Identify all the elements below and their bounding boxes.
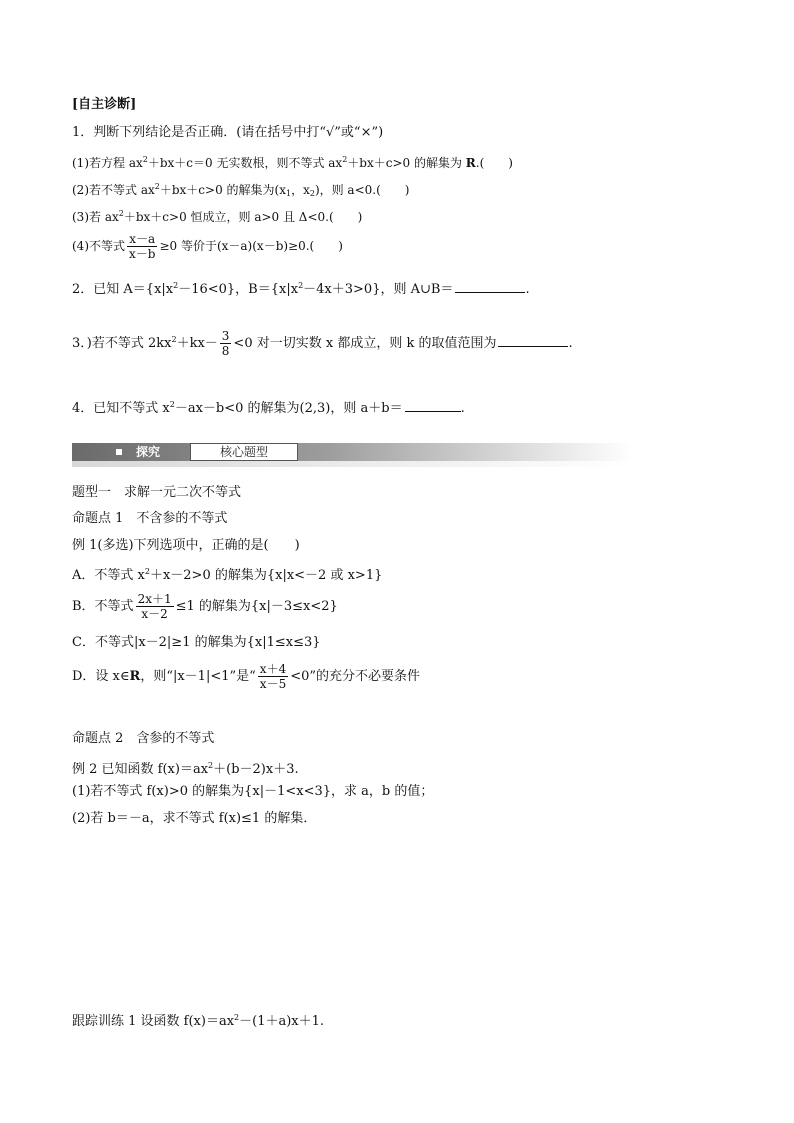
tracking-exercise: 跟踪训练 1 设函数 $f(x)=ax^2-(1+a)x+1$. xyxy=(72,1013,325,1029)
example-2-part-2: (2)若 b＝－a，求不等式 f(x)≤1 的解集． xyxy=(72,811,317,826)
square-bullet-icon xyxy=(116,449,122,455)
type-heading: 题型一 求解一元二次不等式 xyxy=(72,485,242,500)
example-2: 例 2 已知函数 $f(x)=ax^2+(b-2)x+3$. xyxy=(72,761,299,777)
banner-tag-core: 核心题型 xyxy=(190,443,298,461)
question-3: 3．)若不等式 $2kx^2+kx-$ $\frac{3}{8}$ <0 对一切实数 x 都成立，则 k 的取值范围为 . xyxy=(72,329,573,358)
question-1-item-4: (4)不等式 $\frac{x-a}{x-b}$ ≥0 等价于(x－a)(x－b)≥0.( ) xyxy=(72,232,343,261)
example-1: 例 1(多选)下列选项中，正确的是( ) xyxy=(72,538,300,553)
question-4: 4．已知不等式 $x^2-ax-b<0$ 的解集为(2,3)，则 a＋b＝ . xyxy=(72,400,465,416)
option-c: C．不等式|x－2|≥1 的解集为{x|1≤x≤3} xyxy=(72,635,321,650)
fraction: $\frac{x+4}{x-5}$ xyxy=(259,662,287,691)
option-b: B．不等式 $\frac{2x+1}{x-2}$ ≤1 的解集为{x|－3≤x<2} xyxy=(72,592,338,621)
point-1-heading: 命题点 1 不含参的不等式 xyxy=(72,511,228,526)
question-1-item-3: (3)若 $ax^2+bx+c>0$ 恒成立，则 a>0 且 Δ<0.( ) xyxy=(72,209,363,224)
banner-tag-explore: 探究 xyxy=(72,443,188,461)
section-header: [自主诊断] xyxy=(72,97,137,112)
option-d: D．设 x∈R，则“|x－1|<1”是“ $\frac{x+4}{x-5}$ <0”的充分不必要条件 xyxy=(72,662,421,691)
fraction: $\frac{x-a}{x-b}$ xyxy=(129,232,156,261)
question-1-item-2: (2)若不等式 $ax^2+bx+c>0$ 的解集为($x_1$，$x_2$)，则 a<0.( ) xyxy=(72,182,410,198)
point-2-heading: 命题点 2 含参的不等式 xyxy=(72,731,215,746)
example-2-part-1: (1)若不等式 f(x)>0 的解集为{x|－1<x<3}，求 a，b 的值； xyxy=(72,784,434,799)
answer-blank[interactable] xyxy=(455,280,525,293)
question-1-item-1: (1)若方程 $ax^2+bx+c=0$ 无实数根，则不等式 $ax^2+bx+c>0$ 的解集为 R.( ) xyxy=(72,155,513,170)
question-2: 2．已知 $A=\{x|x^2-16<0\}$，$B=\{x|x^2-4x+3>0\}$，则 A∪B＝ . xyxy=(72,281,530,297)
banner-shadow xyxy=(72,461,632,467)
answer-blank[interactable] xyxy=(405,399,461,412)
question-1: 1．判断下列结论是否正确．(请在括号中打“√”或“×”) xyxy=(72,125,384,140)
section-banner xyxy=(72,441,632,467)
fraction: $\frac{2x+1}{x-2}$ xyxy=(137,592,172,621)
option-a: A．不等式 $x^2+x-2>0$ 的解集为{x|x<－2 或 x>1} xyxy=(72,567,383,583)
answer-blank[interactable] xyxy=(498,334,568,347)
fraction: $\frac{3}{8}$ xyxy=(221,329,230,358)
